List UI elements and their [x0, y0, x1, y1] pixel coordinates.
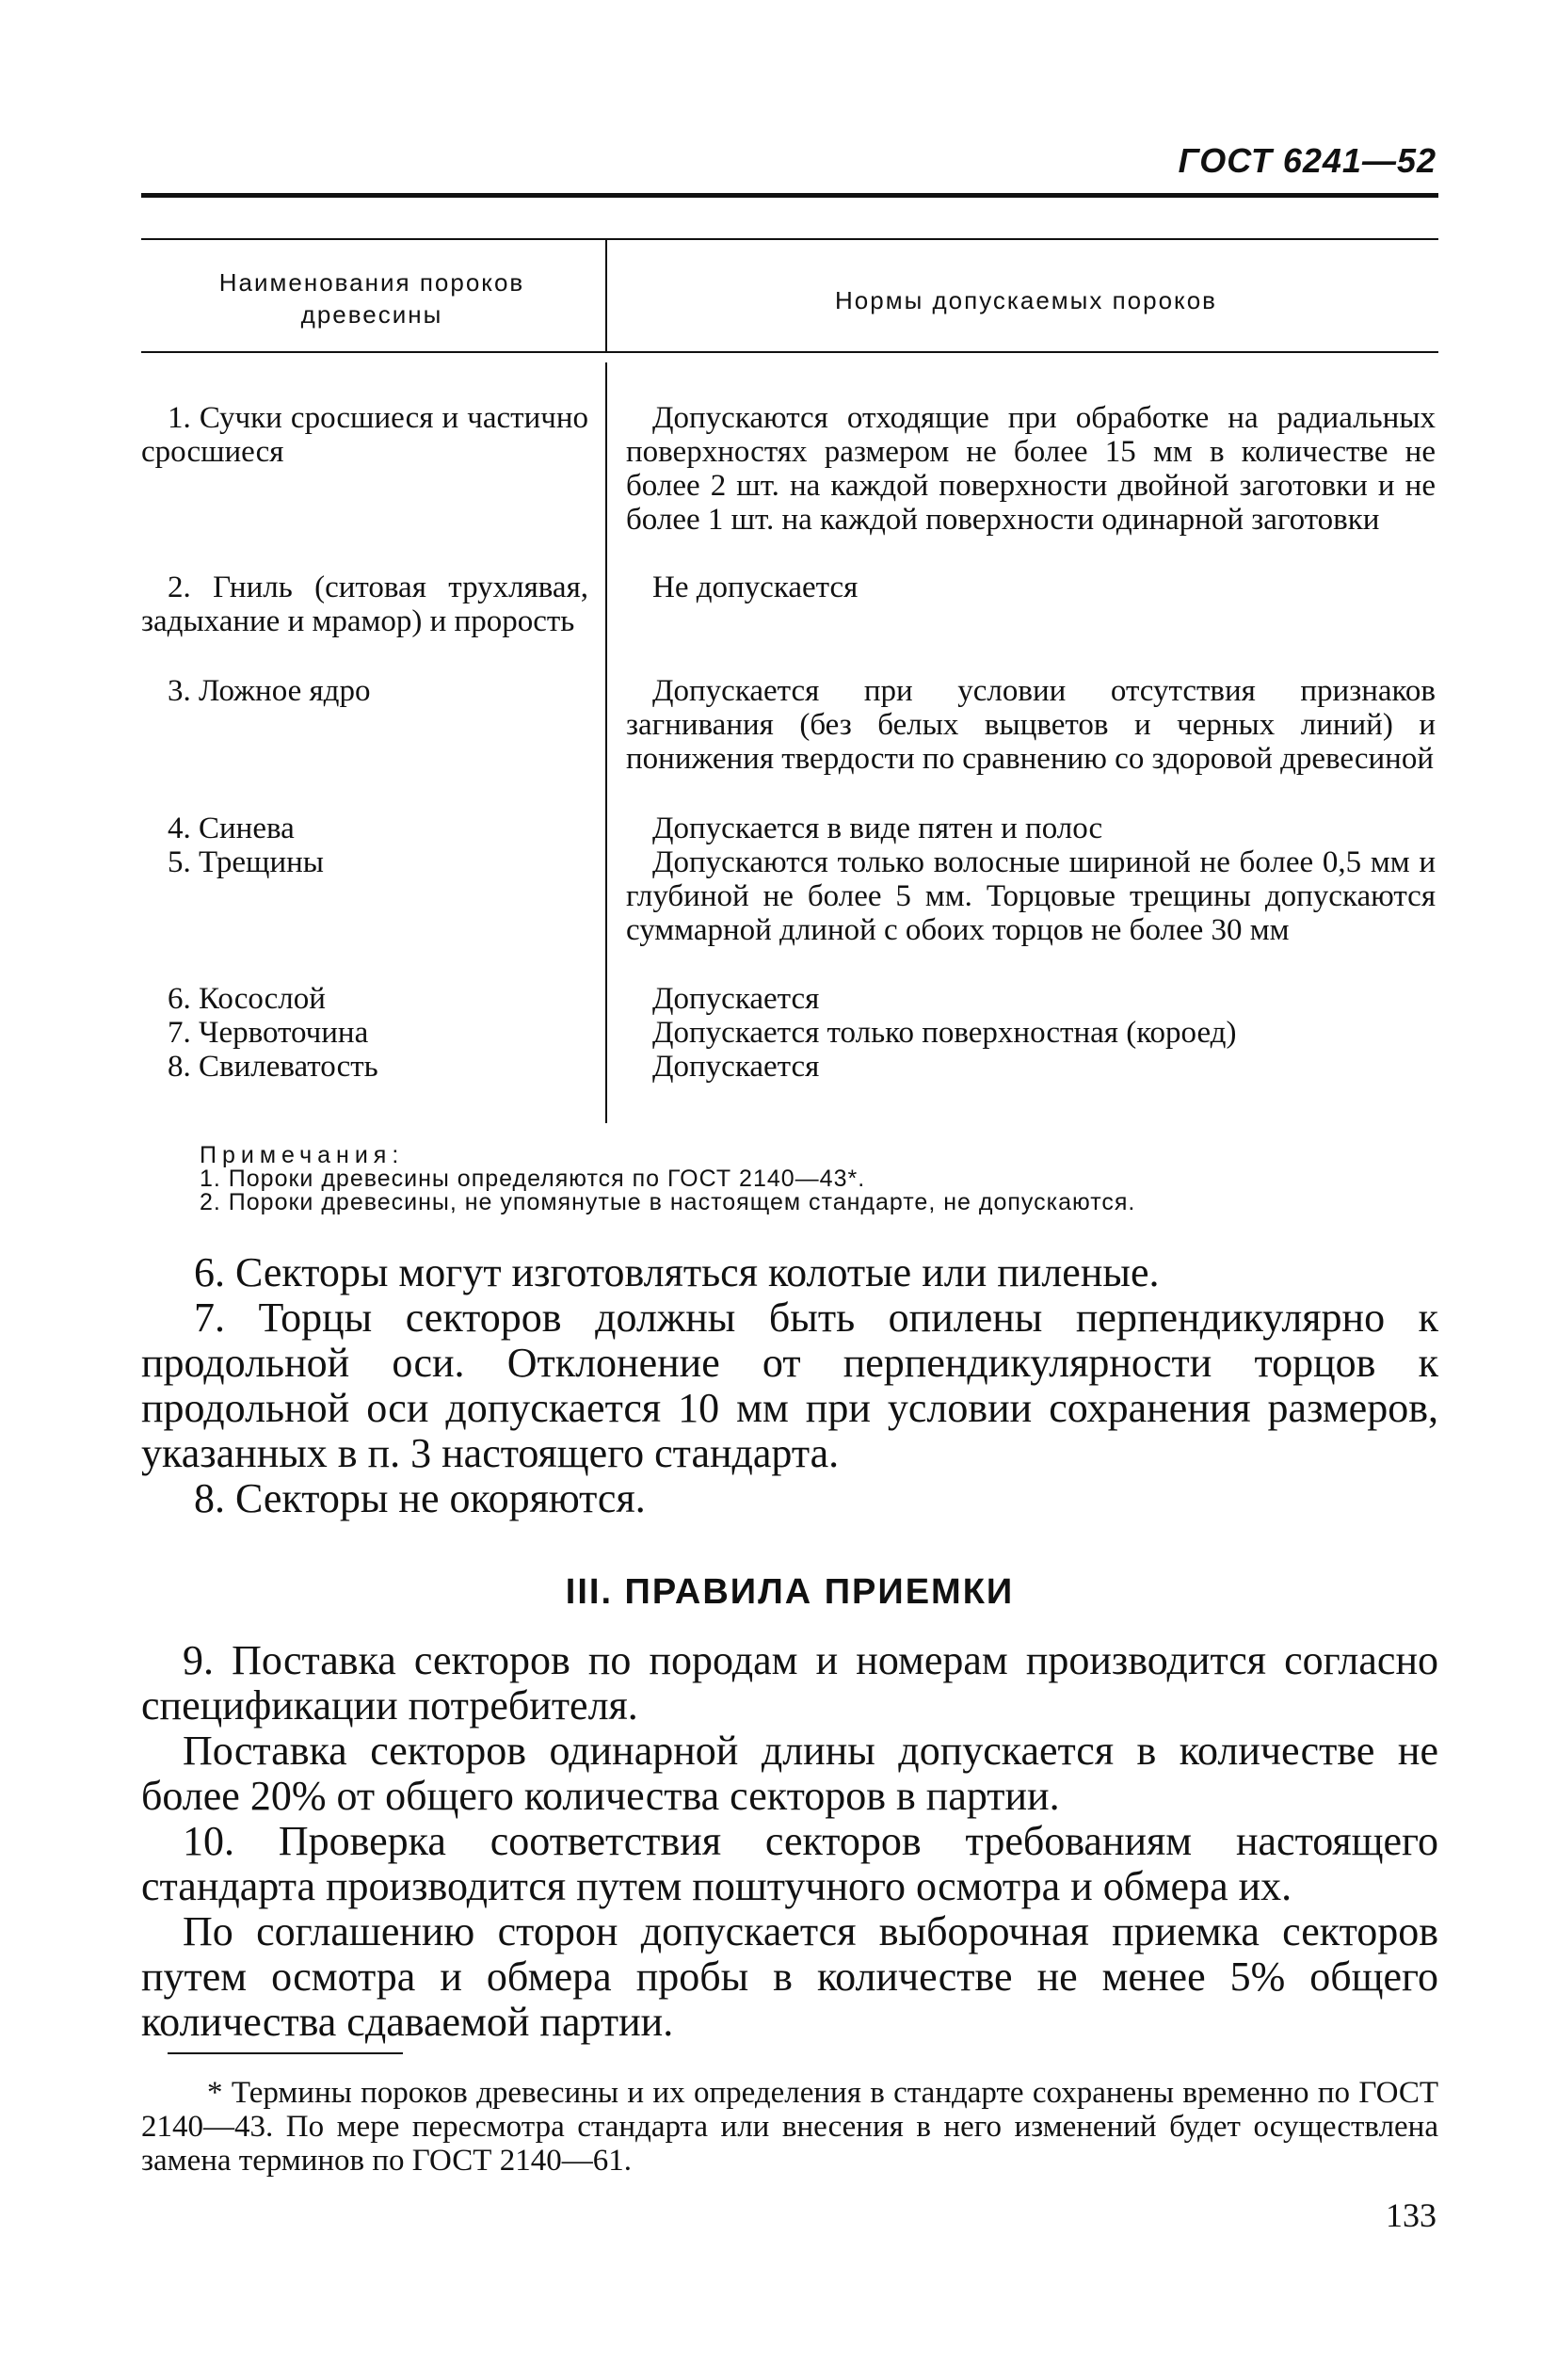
note-item: 1. Пороки древесины определяются по ГОСТ 2140—43*.	[200, 1166, 866, 1192]
table-header-defect: Наименования пороков древесины	[218, 268, 525, 329]
table-cell-norm: Допускаются отходящие при обработке на радиальных поверхностях размером не более 15 мм в количестве не более 2 шт. на каждой поверхности двойной заготовки и не более 1 шт. на каждой поверхности одинарной заготовки	[626, 401, 1436, 537]
table-cell-norm: Допускается только поверхностная (короед)	[652, 1016, 1237, 1050]
paragraph-9: 9. Поставка секторов по породам и номерам производится согласно спецификации потребителя.	[141, 1637, 1438, 1729]
footnote: * Термины пороков древесины и их определения в стандарте сохранены временно по ГОСТ 2140—43. По мере пересмотра стандарта или внесения в него изменений будет осуществлена замена терминов по ГОСТ 2140—61.	[141, 2076, 1438, 2178]
note-item: 2. Пороки древесины, не упомянутые в настоящем стандарте, не допускаются.	[200, 1189, 1136, 1215]
paragraph-9b: Поставка секторов одинарной длины допускается в количестве не более 20% от общего количества секторов в партии.	[141, 1728, 1438, 1819]
paragraph-6: 6. Секторы могут изготовляться колотые или пиленые.	[194, 1249, 1160, 1295]
table-cell-norm: Допускается	[652, 982, 820, 1016]
page-number: 133	[1386, 2196, 1437, 2234]
table-cell-defect: 8. Свилеватость	[168, 1050, 378, 1084]
table-cell-norm: Допускается при условии отсутствия признаков загнивания (без белых выцветов и черных линий) и понижения твердости по сравнению со здоровой древесиной	[626, 674, 1436, 776]
paragraph-8: 8. Секторы не окоряются.	[194, 1475, 646, 1521]
table-cell-defect: 1. Сучки сросшиеся и частично сросшиеся	[141, 401, 588, 469]
table-cell-norm: Допускается	[652, 1050, 820, 1084]
header-rule	[141, 193, 1438, 198]
paragraph-10: 10. Проверка соответствия секторов требованиям настоящего стандарта производится путем поштучного осмотра и обмера их.	[141, 1818, 1438, 1909]
paragraph-7: 7. Торцы секторов должны быть опилены перпендикулярно к продольной оси. Отклонение от перпендикулярности торцов к продольной оси допускается 10 мм при условии сохранения размеров, указанных в п. 3 настоящего стандарта.	[141, 1295, 1438, 1476]
table-cell-norm: Не допускается	[652, 571, 859, 604]
table-cell-defect: 5. Трещины	[168, 845, 324, 879]
table-cell-defect: 6. Косослой	[168, 982, 326, 1016]
table-cell-norm: Допускается в виде пятен и полос	[652, 812, 1103, 845]
table-cell-defect: 2. Гниль (ситовая трухлявая, задыхание и мрамор) и пророcть	[141, 571, 588, 638]
table-notes	[200, 1144, 1438, 1214]
section-title: III. ПРАВИЛА ПРИЕМКИ	[565, 1572, 1015, 1612]
table-header-divider	[605, 238, 607, 353]
table-header-rule	[141, 351, 1438, 353]
table-top-rule	[141, 238, 1438, 240]
table-cell-defect: 3. Ложное ядро	[168, 674, 371, 708]
table-cell-norm: Допускаются только волосные шириной не более 0,5 мм и глубиной не более 5 мм. Торцовые трещины допускаются суммарной длиной с обоих торцов не более 30 мм	[626, 845, 1436, 947]
table-header-norm: Нормы допускаемых пороков	[835, 286, 1217, 314]
paragraph-10b: По соглашению сторон допускается выборочная приемка секторов путем осмотра и обмера пробы в количестве не менее 5% общего количества сдаваемой партии.	[141, 1908, 1438, 2045]
table-cell-defect: 7. Червоточина	[168, 1016, 369, 1050]
footnote-rule	[168, 2052, 403, 2054]
notes-title: Примечания:	[200, 1142, 405, 1168]
table-cell-defect: 4. Синева	[168, 812, 295, 845]
table-body-divider	[605, 362, 607, 1123]
document-number: ГОСТ 6241—52	[1178, 141, 1437, 180]
